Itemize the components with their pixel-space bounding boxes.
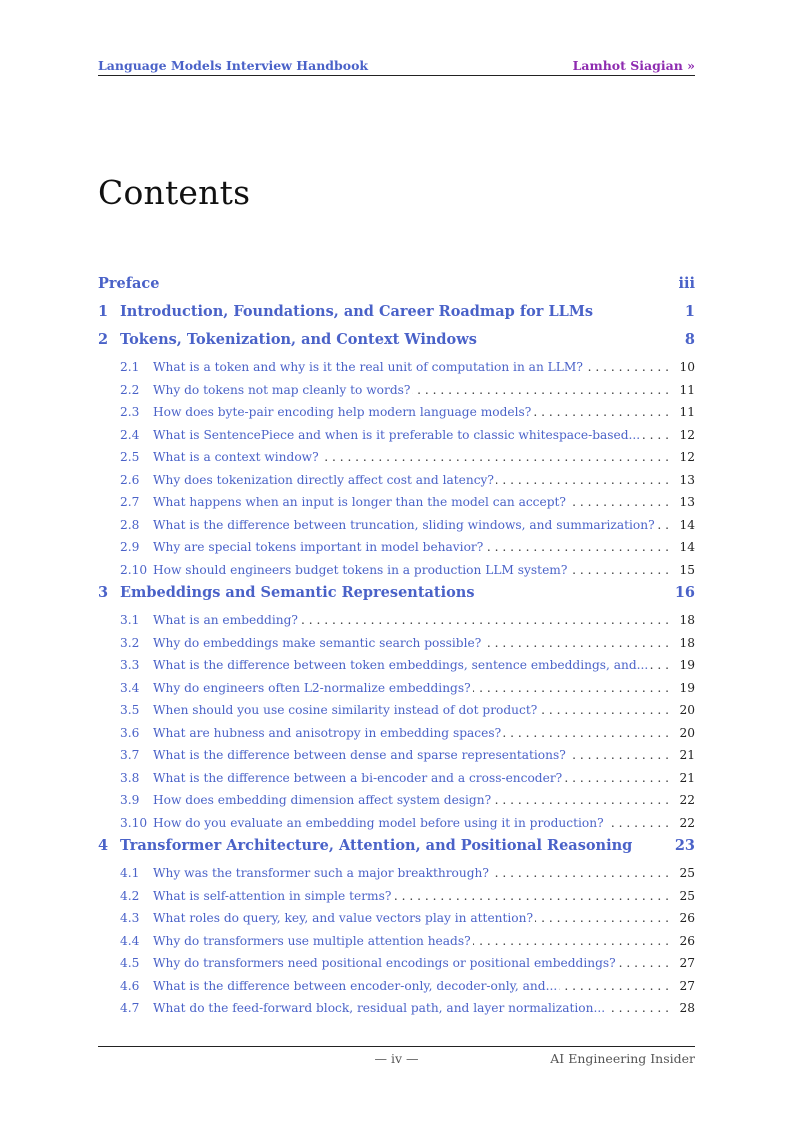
toc-entry-title[interactable]: What is an embedding? <box>153 613 298 627</box>
toc-dot-leader <box>153 701 669 719</box>
toc-page-number[interactable]: 8 <box>684 331 695 348</box>
toc-section-entry[interactable] <box>98 493 695 516</box>
toc-chapter-entry[interactable] <box>98 836 695 864</box>
toc-entry-number: 4.4 <box>120 933 140 948</box>
toc-entry-title[interactable]: What is a token and why is it the real unit of computation in an LLM? <box>153 360 583 374</box>
toc-dot-leader <box>153 448 669 466</box>
running-header <box>98 57 695 76</box>
toc-entry-number: 2.6 <box>120 472 140 487</box>
toc-chapter-entry[interactable] <box>98 583 695 611</box>
toc-section-entry[interactable] <box>98 403 695 426</box>
running-footer <box>98 1046 695 1067</box>
toc-dot-leader <box>153 887 669 905</box>
toc-entry-number: 3.1 <box>120 613 140 627</box>
toc-entry-number: 2.8 <box>120 517 140 532</box>
toc-dot-leader <box>153 724 669 742</box>
toc-section-entry[interactable] <box>98 426 695 449</box>
toc-entry-title[interactable]: What is the difference between truncation, sliding windows, and summarization? <box>153 517 655 532</box>
toc-section-entry[interactable] <box>98 746 695 769</box>
toc-section-entry[interactable] <box>98 611 695 634</box>
toc-dot-leader <box>153 358 669 376</box>
toc-dot-leader <box>153 634 669 652</box>
toc-dot-leader <box>153 611 669 629</box>
toc-entry-number: 3.7 <box>120 748 140 762</box>
toc-entry-number: 2.7 <box>120 495 140 509</box>
toc-page-number[interactable]: 16 <box>674 584 695 601</box>
toc-section-entry[interactable] <box>98 814 695 837</box>
toc-entry-title[interactable]: Tokens, Tokenization, and Context Windows <box>120 331 477 348</box>
toc-chapter-entry[interactable] <box>98 302 695 330</box>
toc-section-entry[interactable] <box>98 538 695 561</box>
toc-section-entry[interactable] <box>98 954 695 977</box>
toc-page-number[interactable]: 18 <box>679 635 695 650</box>
toc-page-number[interactable]: 1 <box>684 303 695 320</box>
toc-entry-title[interactable]: What is self-attention in simple terms? <box>153 888 392 903</box>
toc-entry-title[interactable]: What happens when an input is longer than the model can accept? <box>153 495 566 509</box>
toc-entry-title[interactable]: What is the difference between encoder-only, decoder-only, and... <box>153 978 558 993</box>
toc-entry-title[interactable]: Why do tokens not map cleanly to words? <box>153 382 411 397</box>
table-of-contents <box>98 274 695 1022</box>
toc-entry-number: 4 <box>98 837 109 854</box>
toc-entry-number: 2 <box>98 331 109 348</box>
toc-dot-leader <box>153 977 669 995</box>
toc-dot-leader <box>153 769 669 787</box>
toc-section-entry[interactable] <box>98 381 695 404</box>
toc-entry-number: 4.6 <box>120 978 140 993</box>
page-number: — iv — <box>374 1051 419 1066</box>
toc-section-entry[interactable] <box>98 448 695 471</box>
toc-page-number[interactable]: 11 <box>679 382 695 397</box>
toc-dot-leader <box>153 864 669 882</box>
toc-entry-title[interactable]: What is the difference between dense and sparse representations? <box>153 748 566 762</box>
toc-entry-number: 2.3 <box>120 405 140 419</box>
toc-section-entry[interactable] <box>98 634 695 657</box>
toc-page-number[interactable]: 25 <box>679 866 695 880</box>
toc-page-number[interactable]: 22 <box>679 793 695 807</box>
toc-entry-title[interactable]: What is the difference between a bi-encoder and a cross-encoder? <box>153 770 563 785</box>
toc-entry-title[interactable]: What roles do query, key, and value vectors play in attention? <box>153 911 534 925</box>
toc-entry-number: 4.3 <box>120 911 140 925</box>
toc-entry-number: 3.9 <box>120 793 140 807</box>
toc-page-number[interactable]: 13 <box>679 472 695 487</box>
toc-dot-leader <box>153 403 669 421</box>
toc-dot-leader <box>153 746 669 764</box>
toc-dot-leader <box>153 561 669 579</box>
toc-section-entry[interactable] <box>98 887 695 910</box>
toc-entry-number: 2.1 <box>120 360 140 374</box>
toc-dot-leader <box>153 814 669 832</box>
toc-entry-number: 2.2 <box>120 382 140 397</box>
toc-page-number[interactable]: 20 <box>679 703 695 717</box>
toc-page-number[interactable]: 14 <box>679 517 695 532</box>
toc-page-number[interactable]: 10 <box>679 360 695 374</box>
toc-entry-title[interactable]: Why do embeddings make semantic search possible? <box>153 635 482 650</box>
toc-entry-title[interactable]: When should you use cosine similarity instead of dot product? <box>153 703 538 717</box>
toc-dot-leader <box>153 679 669 697</box>
book-title[interactable]: Language Models Interview Handbook <box>98 58 369 73</box>
toc-page-number[interactable]: 26 <box>679 933 695 948</box>
toc-page-number[interactable]: 19 <box>679 658 695 672</box>
toc-entry-title[interactable]: What do the feed-forward block, residual path, and layer normalization... <box>153 1001 606 1015</box>
toc-entry-number: 3.4 <box>120 680 140 695</box>
toc-dot-leader <box>153 656 669 674</box>
toc-page-number[interactable]: 25 <box>679 888 695 903</box>
toc-section-entry[interactable] <box>98 909 695 932</box>
publisher-name: AI Engineering Insider <box>550 1051 695 1066</box>
toc-entry-title[interactable]: Why was the transformer such a major breakthrough? <box>153 866 489 880</box>
toc-dot-leader <box>153 493 669 511</box>
toc-section-entry[interactable] <box>98 701 695 724</box>
toc-section-entry[interactable] <box>98 656 695 679</box>
toc-page-number[interactable]: 12 <box>679 450 695 464</box>
toc-entry-title[interactable]: Why does tokenization directly affect cost and latency? <box>153 472 494 487</box>
toc-dot-leader <box>153 932 669 950</box>
toc-dot-leader <box>153 999 669 1017</box>
toc-dot-leader <box>153 381 669 399</box>
toc-entry-title[interactable]: What is a context window? <box>153 450 319 464</box>
toc-entry-title[interactable]: How do you evaluate an embedding model before using it in production? <box>153 815 604 830</box>
toc-entry-title[interactable]: What are hubness and anisotropy in embedding spaces? <box>153 725 502 740</box>
toc-entry-number: 4.5 <box>120 956 140 970</box>
toc-section-entry[interactable] <box>98 679 695 702</box>
toc-entry-title[interactable]: Embeddings and Semantic Representations <box>120 584 475 601</box>
toc-entry-title[interactable]: Why do transformers use multiple attention heads? <box>153 933 471 948</box>
toc-entry-title[interactable]: Introduction, Foundations, and Career Roadmap for LLMs <box>120 303 594 320</box>
toc-entry-number: 3.10 <box>120 815 148 830</box>
toc-page-number[interactable]: 15 <box>679 562 695 577</box>
toc-entry-title[interactable]: How does byte-pair encoding help modern language models? <box>153 405 532 419</box>
toc-page-number[interactable]: 11 <box>679 405 695 419</box>
toc-page-number[interactable]: 21 <box>679 770 695 785</box>
toc-entry-number: 2.9 <box>120 540 140 554</box>
toc-dot-leader <box>153 954 669 972</box>
toc-page-number[interactable]: 21 <box>679 748 695 762</box>
toc-section-entry[interactable] <box>98 999 695 1022</box>
toc-dot-leader <box>153 516 669 534</box>
toc-page-number[interactable]: 12 <box>679 427 695 442</box>
toc-page-number[interactable]: 27 <box>679 978 695 993</box>
toc-dot-leader <box>153 538 669 556</box>
toc-page-number[interactable]: 28 <box>679 1001 695 1015</box>
toc-entry-number: 2.5 <box>120 450 140 464</box>
toc-section-entry[interactable] <box>98 977 695 1000</box>
toc-chapter-entry[interactable] <box>98 274 695 302</box>
toc-entry-number: 3.8 <box>120 770 140 785</box>
toc-entry-title[interactable]: Why are special tokens important in model behavior? <box>153 540 484 554</box>
toc-section-entry[interactable] <box>98 724 695 747</box>
toc-entry-number: 3.6 <box>120 725 140 740</box>
toc-entry-title[interactable]: Transformer Architecture, Attention, and Positional Reasoning <box>120 837 633 854</box>
toc-entry-number: 4.7 <box>120 1001 140 1015</box>
toc-entry-title[interactable]: Preface <box>98 275 160 292</box>
toc-entry-number: 3.5 <box>120 703 140 717</box>
toc-section-entry[interactable] <box>98 791 695 814</box>
toc-dot-leader <box>153 426 669 444</box>
toc-dot-leader <box>153 791 669 809</box>
toc-entry-number: 2.4 <box>120 427 140 442</box>
toc-page-number[interactable]: 23 <box>674 837 695 854</box>
toc-entry-number: 3.3 <box>120 658 140 672</box>
toc-entry-number: 3 <box>98 584 109 601</box>
page-title: Contents <box>98 173 251 212</box>
toc-dot-leader <box>153 909 669 927</box>
toc-page-number[interactable]: iii <box>678 275 695 292</box>
toc-page-number[interactable]: 27 <box>679 956 695 970</box>
toc-entry-title[interactable]: Why do transformers need positional encodings or positional embeddings? <box>153 956 616 970</box>
toc-section-entry[interactable] <box>98 358 695 381</box>
toc-entry-number: 2.10 <box>120 562 148 577</box>
toc-chapter-entry[interactable] <box>98 330 695 358</box>
toc-page-number[interactable]: 22 <box>679 815 695 830</box>
toc-entry-title[interactable]: What is SentencePiece and when is it preferable to classic whitespace-based... <box>153 427 641 442</box>
toc-page-number[interactable]: 13 <box>679 495 695 509</box>
toc-section-entry[interactable] <box>98 769 695 792</box>
toc-section-entry[interactable] <box>98 471 695 494</box>
author-link[interactable]: Lamhot Siagian » <box>572 58 695 73</box>
toc-entry-title[interactable]: What is the difference between token embeddings, sentence embeddings, and... <box>153 658 649 672</box>
toc-dot-leader <box>153 471 669 489</box>
toc-entry-number: 4.2 <box>120 888 140 903</box>
toc-section-entry[interactable] <box>98 932 695 955</box>
toc-entry-title[interactable]: Why do engineers often L2-normalize embeddings? <box>153 680 471 695</box>
toc-section-entry[interactable] <box>98 516 695 539</box>
toc-entry-number: 1 <box>98 303 109 320</box>
toc-entry-title[interactable]: How does embedding dimension affect system design? <box>153 793 492 807</box>
toc-entry-number: 3.2 <box>120 635 140 650</box>
toc-page-number[interactable]: 18 <box>679 613 695 627</box>
toc-page-number[interactable]: 20 <box>679 725 695 740</box>
toc-page-number[interactable]: 26 <box>679 911 695 925</box>
toc-page-number[interactable]: 19 <box>679 680 695 695</box>
toc-page-number[interactable]: 14 <box>679 540 695 554</box>
toc-section-entry[interactable] <box>98 864 695 887</box>
toc-entry-title[interactable]: How should engineers budget tokens in a production LLM system? <box>153 562 568 577</box>
toc-section-entry[interactable] <box>98 561 695 584</box>
toc-entry-number: 4.1 <box>120 866 140 880</box>
